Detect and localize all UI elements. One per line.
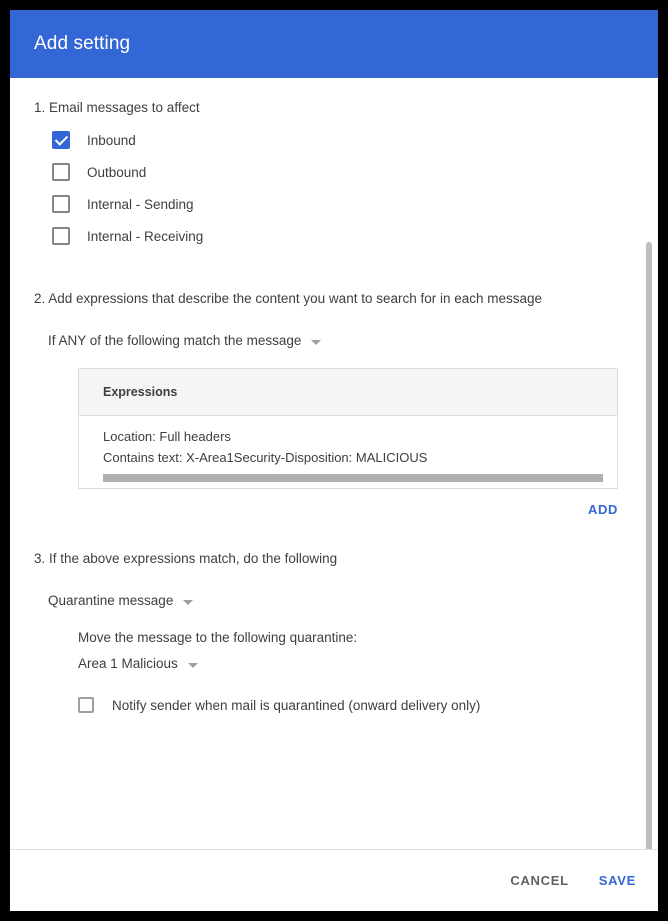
expressions-table-header: Expressions — [79, 369, 617, 416]
add-expression-button[interactable]: ADD — [588, 502, 618, 517]
vertical-scrollbar-thumb[interactable] — [646, 242, 652, 849]
vertical-scrollbar[interactable] — [649, 82, 655, 845]
list-item[interactable]: Contains text: X-Area1Security-Disposition: MALICIOUS — [103, 450, 428, 465]
chevron-down-icon — [183, 600, 193, 605]
expressions-list — [79, 416, 617, 488]
spacer — [34, 519, 634, 551]
expressions-table — [78, 368, 618, 489]
quarantine-prompt: Move the message to the following quarantine: — [78, 630, 358, 645]
checkbox-notify-sender[interactable] — [78, 697, 94, 713]
checkbox-outbound[interactable] — [52, 163, 70, 181]
add-setting-dialog — [10, 10, 658, 911]
spacer — [34, 645, 634, 655]
dialog-footer — [10, 849, 658, 911]
dialog-body[interactable] — [10, 78, 658, 849]
checkbox-label-inbound: Inbound — [87, 132, 136, 148]
checkbox-internal-sending[interactable] — [52, 195, 70, 213]
save-button[interactable]: SAVE — [598, 873, 636, 888]
action-select-value: Quarantine message — [48, 593, 174, 608]
dialog-header — [10, 10, 658, 78]
checkbox-row-inbound[interactable] — [52, 131, 634, 149]
checkbox-internal-receiving[interactable] — [52, 227, 70, 245]
checkbox-row-notify-sender[interactable] — [78, 697, 634, 713]
section-2-label: 2. Add expressions that describe the content you want to search for in each message — [34, 291, 543, 306]
checkbox-row-internal-receiving[interactable] — [52, 227, 634, 245]
checkbox-row-internal-sending[interactable] — [52, 195, 634, 213]
page-title: Add setting — [34, 33, 131, 54]
spacer — [34, 322, 634, 332]
section-3-label: 3. If the above expressions match, do the following — [34, 551, 338, 566]
match-condition-value: If ANY of the following match the message — [48, 333, 302, 348]
horizontal-scrollbar-thumb[interactable] — [103, 474, 603, 482]
spacer — [34, 259, 634, 291]
checkbox-label-notify-sender: Notify sender when mail is quarantined (onward delivery only) — [112, 697, 481, 713]
checkbox-row-outbound[interactable] — [52, 163, 634, 181]
checkbox-label-internal-receiving: Internal - Receiving — [87, 228, 204, 244]
checkbox-label-internal-sending: Internal - Sending — [87, 196, 194, 212]
quarantine-select[interactable] — [78, 656, 198, 671]
spacer — [34, 582, 634, 592]
chevron-down-icon — [188, 663, 198, 668]
add-expression-row — [78, 489, 618, 519]
horizontal-scrollbar[interactable] — [103, 474, 617, 482]
match-condition-select[interactable] — [48, 333, 321, 348]
action-select[interactable] — [48, 593, 193, 608]
checkbox-inbound[interactable] — [52, 131, 70, 149]
quarantine-select-value: Area 1 Malicious — [78, 656, 178, 671]
list-item[interactable]: Location: Full headers — [103, 429, 231, 444]
chevron-down-icon — [311, 340, 321, 345]
spacer — [34, 610, 634, 630]
checkbox-label-outbound: Outbound — [87, 164, 147, 180]
section-1-label: 1. Email messages to affect — [34, 100, 200, 115]
cancel-button[interactable]: CANCEL — [510, 873, 569, 888]
